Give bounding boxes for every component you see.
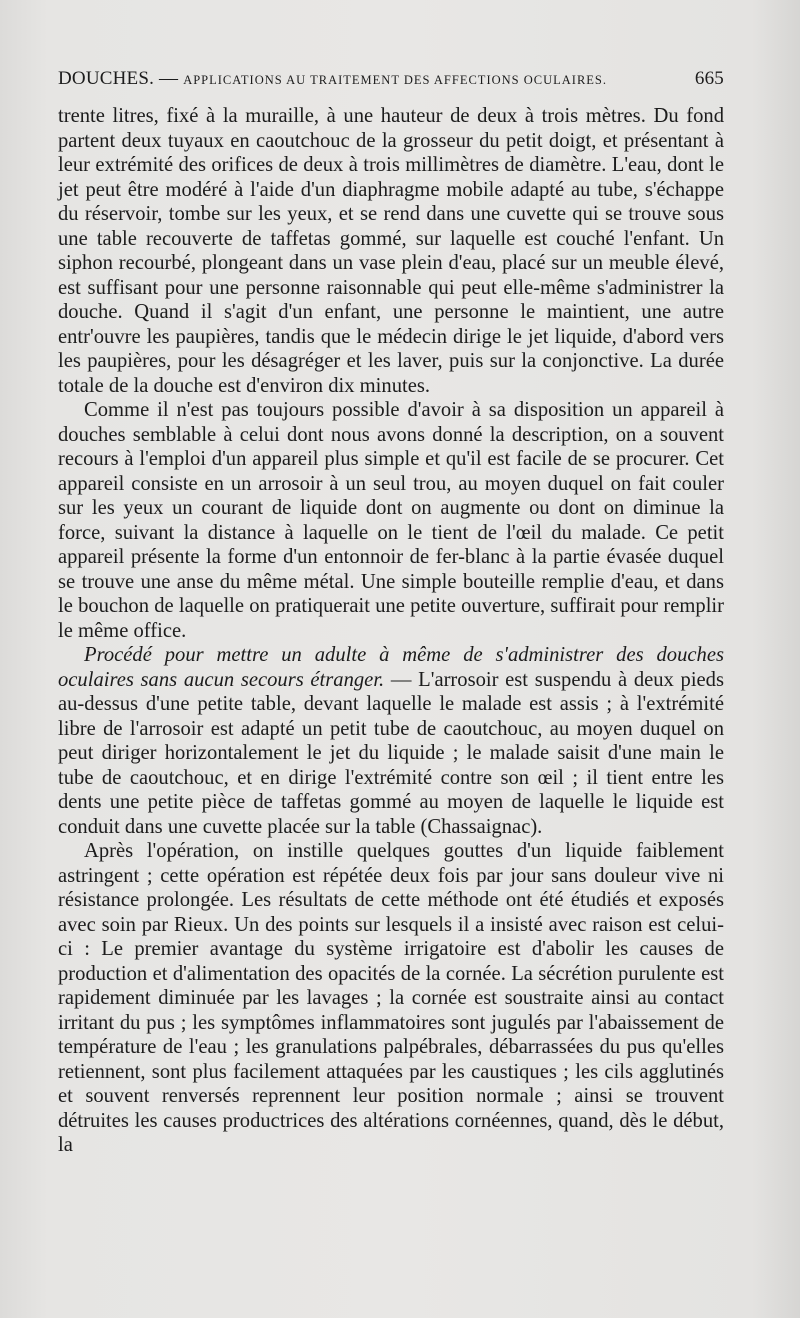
running-title-main: DOUCHES. (58, 68, 155, 89)
paragraph-3 (58, 643, 724, 839)
paragraph-4: Après l'opération, on instille quelques gouttes d'un liquide faiblement astringent ; cette opération est répétée deux fois par jour sans douleur vive ni résistance prolongée. Les résultats de cette méthode ont été étudiés et exposés avec soin par Rieux. Un des points sur lesquels il a insisté avec raison est celui-ci : Le premier avantage du système irrigatoire est d'abolir les causes de production et d'alimentation des opacités de la cornée. La sécrétion purulente est rapidement diminuée par les lavages ; la cornée est soustraite ainsi au contact irritant du pus ; les symptômes inflammatoires sont jugulés par l'abaissement de température de l'eau ; les granulations palpébrales, débarrassées du pus qu'elles retiennent, sont plus facilement attaquées par les caustiques ; les cils agglutinés et souvent renversés reprennent leur position normale ; ainsi se trouvent détruites les causes productrices des altérations cornéennes, quand, dès le début, la (58, 840, 724, 1156)
body-text (58, 104, 724, 1158)
paragraph-3-italic-lead: Procédé pour mettre un adulte à même de s'administrer des douches oculaires sans aucun secours étranger. (58, 644, 724, 691)
page-number: 665 (694, 68, 724, 89)
running-header (58, 68, 724, 102)
running-title-separator: — (154, 68, 184, 89)
paragraph-1: trente litres, fixé à la muraille, à une hauteur de deux à trois mètres. Du fond partent deux tuyaux en caoutchouc de la grosseur du petit doigt, et présentant à leur extrémité des orifices de deux à trois millimètres de diamètre. L'eau, dont le jet peut être modéré à l'aide d'un diaphragme mobile adapté au tube, s'échappe du réservoir, tombe sur les yeux, et se rend dans une cuvette qui se trouve sous une table recouverte de taffetas gommé, sur laquelle est couché l'enfant. Un siphon recourbé, plongeant dans un vase plein d'eau, placé sur un meuble élevé, est suffisant pour une personne raisonnable qui peut elle-même s'administrer la douche. Quand il s'agit d'un enfant, une personne le maintient, une autre entr'ouvre les paupières, tandis que le médecin dirige le jet liquide, d'abord vers les paupières, pour les désagréger et les laver, puis sur la conjonctive. La durée totale de la douche est d'environ dix minutes. (58, 105, 724, 397)
paragraph-3-rest: — L'arrosoir est suspendu à deux pieds au-dessus d'une petite table, devant laquelle le malade est assis ; à l'extrémité libre de l'arrosoir est adapté un petit tube de caoutchouc, au moyen duquel on peut diriger horizontalement le jet du liquide ; le malade saisit d'une main le tube de caoutchouc, et en dirige l'extrémité contre son œil ; il tient entre les dents une petite pièce de taffetas gommé au moyen de laquelle le liquide est conduit dans une cuvette placée sur la table (Chassaignac). (58, 668, 724, 838)
running-title (58, 68, 607, 90)
paragraph-2: Comme il n'est pas toujours possible d'avoir à sa disposition un appareil à douches semblable à celui dont nous avons donné la description, on a souvent recours à l'emploi d'un appareil plus simple et qu'il est facile de se procurer. Cet appareil consiste en un arrosoir à un seul trou, au moyen duquel on fait couler sur les yeux un courant de liquide dont on augmente ou dont on diminue la force, suivant la distance à laquelle on le tient de l'œil du malade. Ce petit appareil présente la forme d'un entonnoir de fer-blanc à la partie évasée duquel se trouve une anse du même métal. Une simple bouteille remplie d'eau, et dans le bouchon de laquelle on pratiquerait une petite ouverture, suffirait pour remplir le même office. (58, 399, 724, 642)
running-title-rest: APPLICATIONS AU TRAITEMENT DES AFFECTIONS OCULAIRES. (183, 73, 607, 87)
